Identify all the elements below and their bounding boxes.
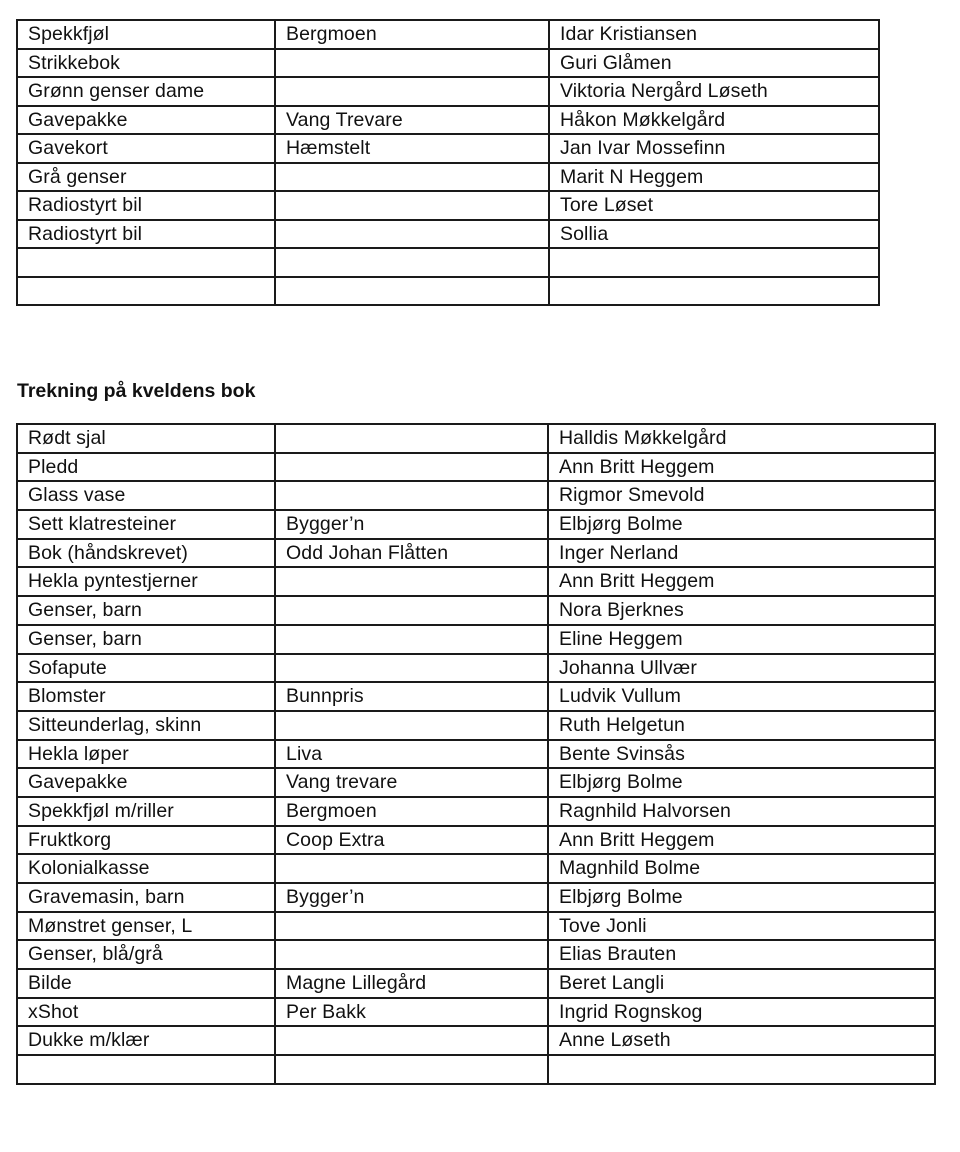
table-row <box>17 883 935 912</box>
donor-cell <box>275 220 549 249</box>
table-row <box>17 567 935 596</box>
donor-cell <box>275 854 548 883</box>
winner-cell: Ann Britt Heggem <box>548 826 935 855</box>
prize-cell: Gravemasin, barn <box>17 883 275 912</box>
table-row <box>17 998 935 1027</box>
winner-cell: Guri Glåmen <box>549 49 879 78</box>
donor-cell <box>275 248 549 277</box>
winner-cell: Elias Brauten <box>548 940 935 969</box>
donor-cell <box>275 912 548 941</box>
prize-cell: Hekla pyntestjerner <box>17 567 275 596</box>
winner-cell: Tore Løset <box>549 191 879 220</box>
prize-cell: Spekkfjøl m/riller <box>17 797 275 826</box>
table-row <box>17 654 935 683</box>
prize-cell: Grå genser <box>17 163 275 192</box>
prize-table-1 <box>16 19 880 306</box>
section-heading: Trekning på kveldens bok <box>17 380 256 402</box>
table-row <box>17 424 935 453</box>
table-row <box>17 826 935 855</box>
table-row <box>17 191 879 220</box>
prize-cell: Hekla løper <box>17 740 275 769</box>
prize-cell <box>17 248 275 277</box>
donor-cell: Coop Extra <box>275 826 548 855</box>
donor-cell <box>275 191 549 220</box>
winner-cell: Eline Heggem <box>548 625 935 654</box>
donor-cell: Odd Johan Flåtten <box>275 539 548 568</box>
donor-cell: Bygger’n <box>275 510 548 539</box>
prize-cell <box>17 277 275 306</box>
winner-cell: Beret Langli <box>548 969 935 998</box>
prize-cell: Radiostyrt bil <box>17 220 275 249</box>
donor-cell <box>275 596 548 625</box>
table-row <box>17 854 935 883</box>
prize-cell: Bok (håndskrevet) <box>17 539 275 568</box>
winner-cell: Elbjørg Bolme <box>548 883 935 912</box>
table-row <box>17 163 879 192</box>
prize-cell <box>17 1055 275 1084</box>
table-row <box>17 453 935 482</box>
winner-cell: Halldis Møkkelgård <box>548 424 935 453</box>
donor-cell: Bunnpris <box>275 682 548 711</box>
winner-cell: Ragnhild Halvorsen <box>548 797 935 826</box>
table-row <box>17 912 935 941</box>
winner-cell: Magnhild Bolme <box>548 854 935 883</box>
donor-cell: Liva <box>275 740 548 769</box>
prize-cell: Kolonialkasse <box>17 854 275 883</box>
prize-cell: Mønstret genser, L <box>17 912 275 941</box>
donor-cell <box>275 424 548 453</box>
donor-cell <box>275 163 549 192</box>
prize-cell: Gavepakke <box>17 768 275 797</box>
winner-cell: Tove Jonli <box>548 912 935 941</box>
table-row <box>17 625 935 654</box>
winner-cell: Bente Svinsås <box>548 740 935 769</box>
prize-cell: Sofapute <box>17 654 275 683</box>
prize-cell: Glass vase <box>17 481 275 510</box>
winner-cell: Elbjørg Bolme <box>548 510 935 539</box>
donor-cell <box>275 567 548 596</box>
prize-cell: Genser, barn <box>17 596 275 625</box>
winner-cell: Jan Ivar Mossefinn <box>549 134 879 163</box>
table-row <box>17 539 935 568</box>
donor-cell <box>275 940 548 969</box>
table-row <box>17 77 879 106</box>
winner-cell: Elbjørg Bolme <box>548 768 935 797</box>
table-row <box>17 682 935 711</box>
prize-cell: Fruktkorg <box>17 826 275 855</box>
prize-table-2 <box>16 423 936 1085</box>
winner-cell: Nora Bjerknes <box>548 596 935 625</box>
winner-cell: Ann Britt Heggem <box>548 567 935 596</box>
prize-cell: Sitteunderlag, skinn <box>17 711 275 740</box>
table-row <box>17 481 935 510</box>
donor-cell <box>275 1055 548 1084</box>
donor-cell <box>275 481 548 510</box>
winner-cell: Idar Kristiansen <box>549 20 879 49</box>
table-row <box>17 106 879 135</box>
donor-cell: Per Bakk <box>275 998 548 1027</box>
donor-cell: Vang Trevare <box>275 106 549 135</box>
table-row <box>17 768 935 797</box>
winner-cell: Inger Nerland <box>548 539 935 568</box>
prize-cell: Strikkebok <box>17 49 275 78</box>
winner-cell: Viktoria Nergård Løseth <box>549 77 879 106</box>
table-row <box>17 740 935 769</box>
table-row <box>17 248 879 277</box>
prize-table-1-body <box>17 20 879 305</box>
winner-cell: Ruth Helgetun <box>548 711 935 740</box>
table-row <box>17 220 879 249</box>
table-row <box>17 797 935 826</box>
donor-cell <box>275 654 548 683</box>
winner-cell: Ann Britt Heggem <box>548 453 935 482</box>
winner-cell: Anne Løseth <box>548 1026 935 1055</box>
prize-cell: Grønn genser dame <box>17 77 275 106</box>
donor-cell: Bergmoen <box>275 20 549 49</box>
winner-cell: Ludvik Vullum <box>548 682 935 711</box>
prize-cell: Dukke m/klær <box>17 1026 275 1055</box>
donor-cell: Vang trevare <box>275 768 548 797</box>
table-row <box>17 596 935 625</box>
winner-cell: Sollia <box>549 220 879 249</box>
donor-cell <box>275 1026 548 1055</box>
prize-cell: Spekkfjøl <box>17 20 275 49</box>
prize-cell: Rødt sjal <box>17 424 275 453</box>
prize-cell: Blomster <box>17 682 275 711</box>
table-row <box>17 969 935 998</box>
winner-cell <box>549 277 879 306</box>
donor-cell: Bygger’n <box>275 883 548 912</box>
donor-cell <box>275 625 548 654</box>
winner-cell <box>548 1055 935 1084</box>
prize-cell: Gavepakke <box>17 106 275 135</box>
winner-cell: Johanna Ullvær <box>548 654 935 683</box>
donor-cell: Bergmoen <box>275 797 548 826</box>
winner-cell: Marit N Heggem <box>549 163 879 192</box>
winner-cell <box>549 248 879 277</box>
donor-cell <box>275 711 548 740</box>
winner-cell: Rigmor Smevold <box>548 481 935 510</box>
prize-cell: Radiostyrt bil <box>17 191 275 220</box>
donor-cell: Hæmstelt <box>275 134 549 163</box>
donor-cell <box>275 77 549 106</box>
table-row <box>17 134 879 163</box>
table-row <box>17 1026 935 1055</box>
table-row <box>17 20 879 49</box>
table-row <box>17 940 935 969</box>
table-row <box>17 277 879 306</box>
prize-cell: Pledd <box>17 453 275 482</box>
prize-cell: Sett klatresteiner <box>17 510 275 539</box>
prize-table-2-body <box>17 424 935 1084</box>
donor-cell: Magne Lillegård <box>275 969 548 998</box>
prize-cell: xShot <box>17 998 275 1027</box>
table-row <box>17 1055 935 1084</box>
prize-cell: Genser, blå/grå <box>17 940 275 969</box>
table-row <box>17 49 879 78</box>
donor-cell <box>275 49 549 78</box>
prize-cell: Bilde <box>17 969 275 998</box>
prize-cell: Gavekort <box>17 134 275 163</box>
table-row <box>17 711 935 740</box>
donor-cell <box>275 453 548 482</box>
prize-cell: Genser, barn <box>17 625 275 654</box>
table-row <box>17 510 935 539</box>
donor-cell <box>275 277 549 306</box>
winner-cell: Håkon Møkkelgård <box>549 106 879 135</box>
winner-cell: Ingrid Rognskog <box>548 998 935 1027</box>
